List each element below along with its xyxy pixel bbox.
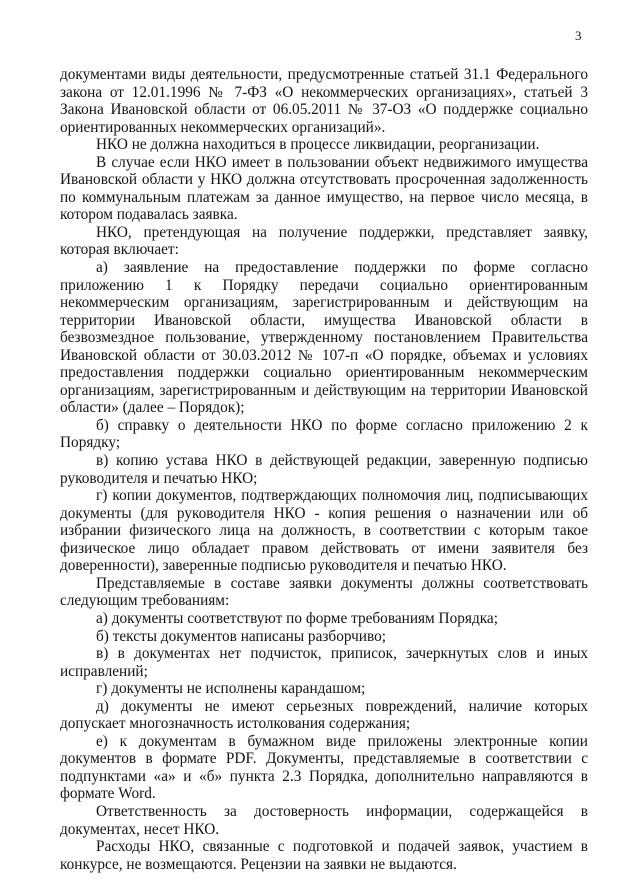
list-item-b-certificate: б) справку о деятельности НКО по форме согласно приложению 2 к Порядку; bbox=[60, 416, 588, 452]
page-number: 3 bbox=[575, 28, 582, 43]
requirement-d: д) документы не имеют серьезных повреждений, наличие которых допускает многозначность истолкования содержания; bbox=[60, 697, 588, 733]
document-body bbox=[60, 66, 588, 873]
paragraph-responsibility: Ответственность за достоверность информации, содержащейся в документах, несет НКО. bbox=[60, 802, 588, 838]
requirement-g: г) документы не исполнены карандашом; bbox=[96, 680, 366, 698]
paragraph-application-intro: НКО, претендующая на получение поддержки, представляет заявку, которая включает: bbox=[60, 223, 588, 259]
paragraph-no-liquidation: НКО не должна находиться в процессе ликвидации, реорганизации. bbox=[96, 136, 540, 154]
paragraph-continuation-legal-basis: документами виды деятельности, предусмотренные статьей 31.1 Федерального закона от 12.01.1996 № 7-ФЗ «О некоммерческих организациях», статьей 3 Закона Ивановской области от 06.05.2011 № 37-ОЗ «О поддержке социально ориентированных некоммерческих организаций». bbox=[60, 66, 588, 136]
list-item-g-authority-docs: г) копии документов, подтверждающих полномочия лиц, подписывающих документы (для руководителя НКО - копия решения о назначении или об избрании физического лица на должность, в соответствии с которым такое физическое лицо обладает правом действовать от имени заявителя без доверенности), заверенные подписью руководителя и печатью НКО. bbox=[60, 487, 588, 575]
requirement-v: в) в документах нет подчисток, приписок, зачеркнутых слов и иных исправлений; bbox=[60, 645, 588, 680]
paragraph-expenses: Расходы НКО, связанные с подготовкой и подачей заявок, участием в конкурсе, не возмещаются. Рецензии на заявки не выдаются. bbox=[60, 838, 588, 873]
paragraph-requirements-intro: Представляемые в составе заявки документы должны соответствовать следующим требованиям: bbox=[60, 574, 588, 610]
list-item-a-application: а) заявление на предоставление поддержки по форме согласно приложению 1 к Порядку передачи социально ориентированным некоммерческим организациям, зарегистрированным и действующим на территории Ивановской области, имущества Ивановской области в безвозмездное пользование, утвержденному постановлением Правительства Ивановской области от 30.03.2012 № 107-п «О порядке, объемах и условиях предоставления поддержки социально ориентированным некоммерческим организациям, зарегистрированным и действующим на территории Ивановской области» (далее – Порядок); bbox=[60, 259, 588, 417]
list-item-v-charter: в) копию устава НКО в действующей редакции, заверенную подписью руководителя и печатью НКО; bbox=[60, 452, 588, 487]
requirement-b: б) тексты документов написаны разборчиво; bbox=[96, 627, 387, 645]
requirement-e: е) к документам в бумажном виде приложены электронные копии документов в формате PDF. Документы, представляемые в соответствии с подпунктами «а» и «б» пункта 2.3 Порядка, дополнительно направляются в формате Word. bbox=[60, 732, 588, 803]
requirement-a: а) документы соответствуют по форме требованиям Порядка; bbox=[96, 609, 498, 627]
paragraph-no-debt: В случае если НКО имеет в пользовании объект недвижимого имущества Ивановской области у НКО должна отсутствовать просроченная задолженность по коммунальным платежам за данное имущество, на первое число месяца, в котором подавалась заявка. bbox=[60, 153, 588, 224]
